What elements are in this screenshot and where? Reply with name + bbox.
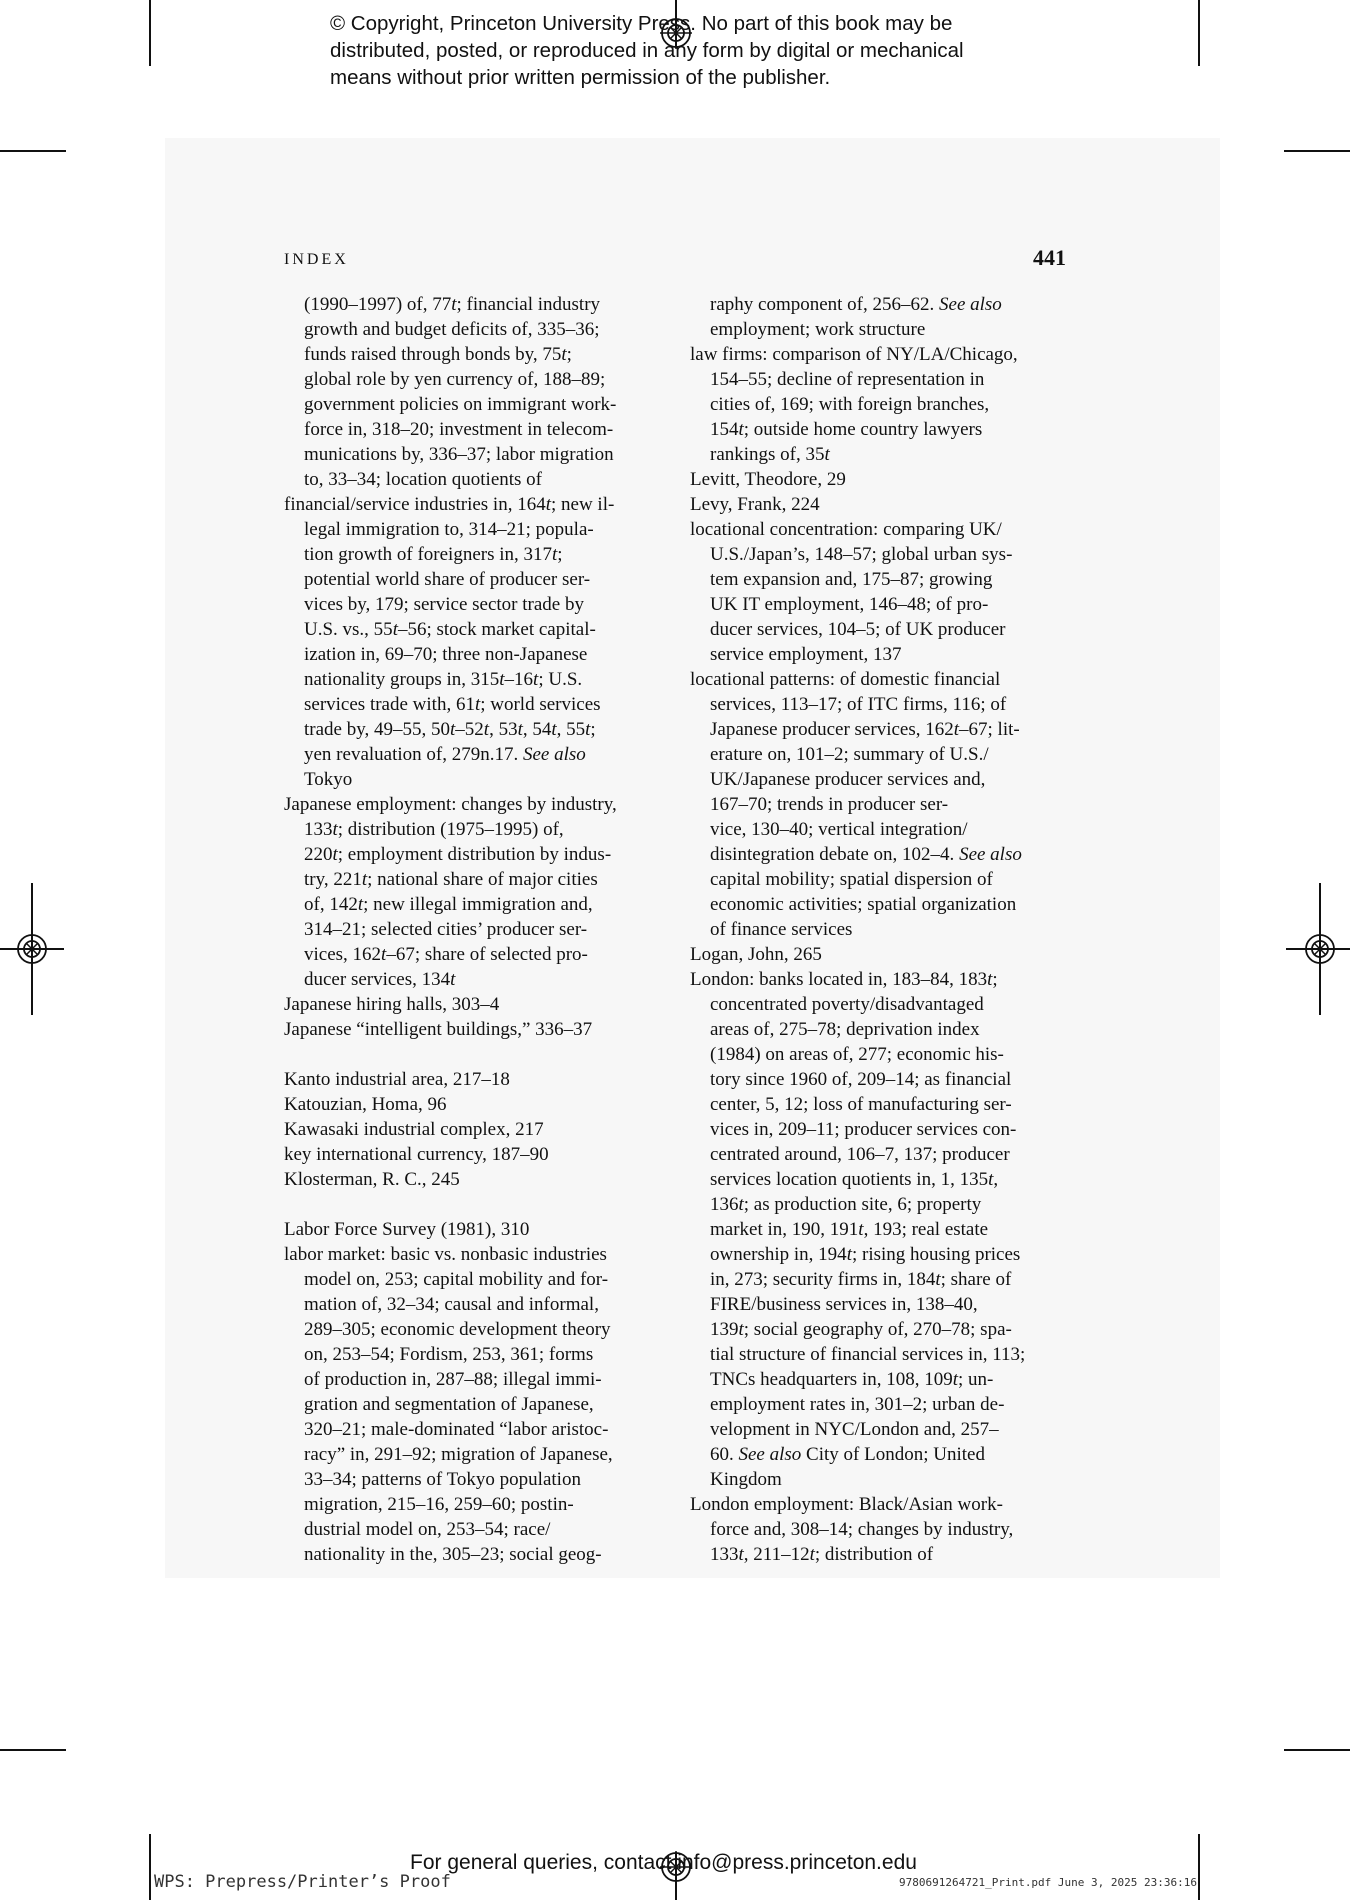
- index-line: gration and segmentation of Japanese,: [304, 1394, 594, 1415]
- index-line: nationality in the, 305–23; social geog-: [304, 1544, 602, 1565]
- index-line: ducer services, 134t: [304, 969, 456, 990]
- index-line: 167–70; trends in producer ser-: [710, 794, 949, 815]
- index-line: in, 273; security firms in, 184t; share of: [710, 1269, 1012, 1290]
- index-line: cities of, 169; with foreign branches,: [710, 394, 990, 415]
- index-line: Japanese producer services, 162t–67; lit-: [710, 719, 1020, 740]
- index-line: funds raised through bonds by, 75t;: [304, 344, 572, 365]
- index-line: ducer services, 104–5; of UK producer: [710, 619, 1006, 640]
- index-line: 133t, 211–12t; distribution of: [710, 1544, 934, 1565]
- index-line: dustrial model on, 253–54; race/: [304, 1519, 551, 1540]
- index-line: labor market: basic vs. nonbasic industries: [284, 1244, 607, 1265]
- index-line: center, 5, 12; loss of manufacturing ser-: [710, 1094, 1012, 1115]
- index-line: vice, 130–40; vertical integration/: [710, 819, 968, 840]
- index-column-right: [690, 292, 1080, 1567]
- index-line: growth and budget deficits of, 335–36;: [304, 319, 600, 340]
- index-line: potential world share of producer ser-: [304, 569, 591, 590]
- index-line: employment rates in, 301–2; urban de-: [710, 1394, 1005, 1415]
- index-line: employment; work structure: [710, 319, 926, 340]
- index-line: Kawasaki industrial complex, 217: [284, 1119, 544, 1140]
- index-line: trade by, 49–55, 50t–52t, 53t, 54t, 55t;: [304, 719, 596, 740]
- index-line: services trade with, 61t; world services: [304, 694, 601, 715]
- crop-mark: [149, 1834, 151, 1900]
- crop-mark: [1284, 150, 1350, 152]
- index-line: tem expansion and, 175–87; growing: [710, 569, 993, 590]
- index-line: Kingdom: [710, 1469, 782, 1490]
- page-number: 441: [1033, 245, 1066, 270]
- index-line: global role by yen currency of, 188–89;: [304, 369, 606, 390]
- copyright-line: means without prior written permission of the publisher.: [330, 66, 831, 89]
- index-line: 139t; social geography of, 270–78; spa-: [710, 1319, 1012, 1340]
- index-line: London employment: Black/Asian work-: [690, 1494, 1003, 1515]
- index-line: force in, 318–20; investment in telecom-: [304, 419, 614, 440]
- index-line: Japanese hiring halls, 303–4: [284, 994, 500, 1015]
- crop-mark: [1198, 0, 1200, 66]
- proof-label: WPS: Prepress/Printer’s Proof: [154, 1872, 451, 1892]
- index-line: tory since 1960 of, 209–14; as financial: [710, 1069, 1012, 1090]
- index-line: locational patterns: of domestic financial: [690, 669, 1001, 690]
- index-line: areas of, 275–78; deprivation index: [710, 1019, 980, 1040]
- index-line: U.S./Japan’s, 148–57; global urban sys-: [710, 544, 1013, 565]
- index-line: service employment, 137: [710, 644, 902, 665]
- index-line: force and, 308–14; changes by industry,: [710, 1519, 1014, 1540]
- index-line: 314–21; selected cities’ producer ser-: [304, 919, 588, 940]
- index-line: Kanto industrial area, 217–18: [284, 1069, 510, 1090]
- index-line: government policies on immigrant work-: [304, 394, 617, 415]
- index-line: racy” in, 291–92; migration of Japanese,: [304, 1444, 613, 1465]
- index-line: 133t; distribution (1975–1995) of,: [304, 819, 564, 840]
- index-line: tial structure of financial services in, 113;: [710, 1344, 1026, 1365]
- running-head: INDEX: [284, 251, 349, 268]
- copyright-notice: [330, 10, 1090, 91]
- index-line: law firms: comparison of NY/LA/Chicago,: [690, 344, 1018, 365]
- index-column-left: [284, 292, 674, 1567]
- index-line: UK/Japanese producer services and,: [710, 769, 986, 790]
- index-line: UK IT employment, 146–48; of pro-: [710, 594, 989, 615]
- index-line: Labor Force Survey (1981), 310: [284, 1219, 530, 1240]
- index-line: vices by, 179; service sector trade by: [304, 594, 584, 615]
- index-section-gap: [284, 1042, 674, 1067]
- index-line: capital mobility; spatial dispersion of: [710, 869, 993, 890]
- crop-mark: [1198, 1834, 1200, 1900]
- index-line: TNCs headquarters in, 108, 109t; un-: [710, 1369, 994, 1390]
- index-line: of, 142t; new illegal immigration and,: [304, 894, 593, 915]
- index-line: Japanese employment: changes by industry,: [284, 794, 617, 815]
- index-line: vices, 162t–67; share of selected pro-: [304, 944, 588, 965]
- index-line: of production in, 287–88; illegal immi-: [304, 1369, 602, 1390]
- copyright-line: © Copyright, Princeton University Press. No part of this book may be: [330, 12, 953, 35]
- index-line: migration, 215–16, 259–60; postin-: [304, 1494, 574, 1515]
- index-line: locational concentration: comparing UK/: [690, 519, 1002, 540]
- index-line: Levy, Frank, 224: [690, 494, 820, 515]
- index-line: 289–305; economic development theory: [304, 1319, 611, 1340]
- index-line: 60. See also City of London; United: [710, 1444, 985, 1465]
- index-line: Levitt, Theodore, 29: [690, 469, 846, 490]
- index-line: model on, 253; capital mobility and for-: [304, 1269, 609, 1290]
- index-line: financial/service industries in, 164t; new il-: [284, 494, 615, 515]
- index-line: key international currency, 187–90: [284, 1144, 549, 1165]
- index-line: of finance services: [710, 919, 853, 940]
- index-line: Japanese “intelligent buildings,” 336–37: [284, 1019, 593, 1040]
- index-line: (1990–1997) of, 77t; financial industry: [304, 294, 601, 315]
- general-queries-footer: For general queries, contact info@press.princeton.edu: [410, 1851, 917, 1874]
- index-line: U.S. vs., 55t–56; stock market capital-: [304, 619, 596, 640]
- index-line: vices in, 209–11; producer services con-: [710, 1119, 1017, 1140]
- crop-mark: [1284, 1749, 1350, 1751]
- index-line: raphy component of, 256–62. See also: [710, 294, 1002, 315]
- index-line: disintegration debate on, 102–4. See also: [710, 844, 1022, 865]
- index-line: munications by, 336–37; labor migration: [304, 444, 614, 465]
- index-line: 136t; as production site, 6; property: [710, 1194, 982, 1215]
- index-line: ization in, 69–70; three non-Japanese: [304, 644, 588, 665]
- index-line: yen revaluation of, 279n.17. See also: [304, 744, 586, 765]
- index-section-gap: [284, 1192, 674, 1217]
- index-line: legal immigration to, 314–21; popula-: [304, 519, 594, 540]
- index-line: London: banks located in, 183–84, 183t;: [690, 969, 998, 990]
- file-info: 9780691264721_Print.pdf June 3, 2025 23:36:16: [898, 1876, 1197, 1889]
- index-line: centrated around, 106–7, 137; producer: [710, 1144, 1010, 1165]
- index-line: 154–55; decline of representation in: [710, 369, 985, 390]
- index-line: economic activities; spatial organization: [710, 894, 1017, 915]
- crop-mark: [149, 0, 151, 66]
- crop-mark: [0, 150, 66, 152]
- index-line: services location quotients in, 1, 135t,: [710, 1169, 999, 1190]
- index-line: Klosterman, R. C., 245: [284, 1169, 460, 1190]
- index-line: rankings of, 35t: [710, 444, 830, 465]
- index-line: Logan, John, 265: [690, 944, 822, 965]
- index-line: erature on, 101–2; summary of U.S./: [710, 744, 989, 765]
- index-line: FIRE/business services in, 138–40,: [710, 1294, 978, 1315]
- index-line: concentrated poverty/disadvantaged: [710, 994, 984, 1015]
- copyright-line: distributed, posted, or reproduced in any form by digital or mechanical: [330, 39, 964, 62]
- registration-target-icon: [14, 931, 50, 967]
- index-line: (1984) on areas of, 277; economic his-: [710, 1044, 1004, 1065]
- index-line: tion growth of foreigners in, 317t;: [304, 544, 563, 565]
- index-line: to, 33–34; location quotients of: [304, 469, 543, 490]
- index-line: nationality groups in, 315t–16t; U.S.: [304, 669, 583, 690]
- index-line: mation of, 32–34; causal and informal,: [304, 1294, 599, 1315]
- crop-mark: [0, 1749, 66, 1751]
- index-line: 33–34; patterns of Tokyo population: [304, 1469, 581, 1490]
- index-line: 154t; outside home country lawyers: [710, 419, 983, 440]
- index-line: 320–21; male-dominated “labor aristoc-: [304, 1419, 609, 1440]
- index-line: velopment in NYC/London and, 257–: [710, 1419, 999, 1440]
- index-line: try, 221t; national share of major cities: [304, 869, 598, 890]
- index-line: market in, 190, 191t, 193; real estate: [710, 1219, 989, 1240]
- index-line: 220t; employment distribution by indus-: [304, 844, 612, 865]
- index-line: on, 253–54; Fordism, 253, 361; forms: [304, 1344, 594, 1365]
- index-line: Katouzian, Homa, 96: [284, 1094, 447, 1115]
- registration-target-icon: [1302, 931, 1338, 967]
- index-line: ownership in, 194t; rising housing prices: [710, 1244, 1021, 1265]
- index-line: Tokyo: [304, 769, 353, 790]
- index-line: services, 113–17; of ITC firms, 116; of: [710, 694, 1007, 715]
